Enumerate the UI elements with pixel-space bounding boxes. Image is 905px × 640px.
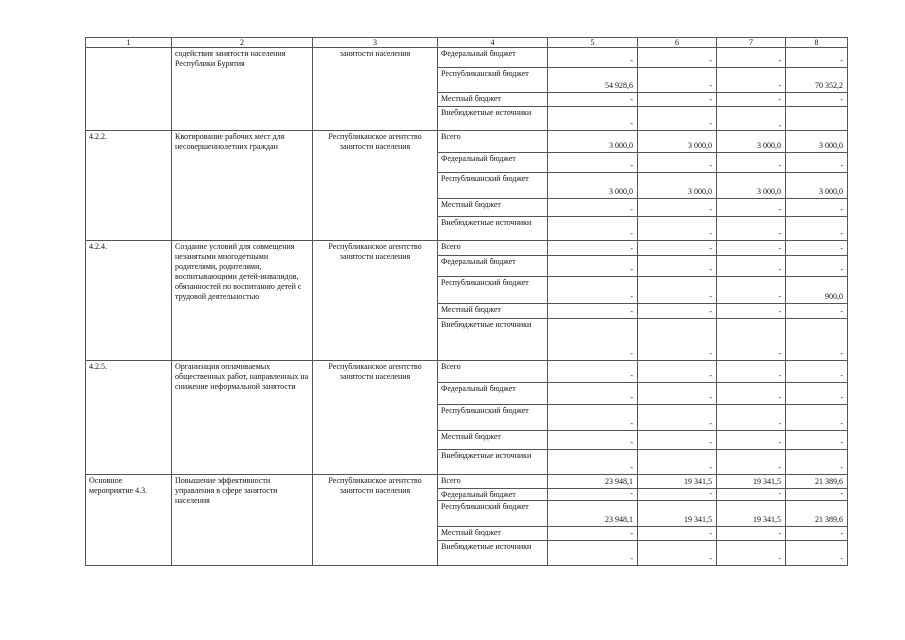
item-name: содействия занятости населения Республики Бурятия	[172, 48, 313, 131]
value-cell-col-8: -	[786, 304, 848, 319]
value-cell-col-8: 21 389,6	[786, 475, 848, 489]
value-cell-col-7: -	[717, 93, 786, 107]
item-code: 4.2.2.	[86, 131, 172, 241]
value-cell-col-8: -	[786, 489, 848, 501]
header-col-7: 7	[717, 38, 786, 48]
value-cell-col-5: -	[548, 217, 638, 241]
value-cell-col-8: 900,0	[786, 277, 848, 304]
funding-source: Внебюджетные источники	[438, 450, 548, 475]
header-col-8: 8	[786, 38, 848, 48]
funding-source: Республиканский бюджет	[438, 68, 548, 93]
value-cell-col-5: -	[548, 405, 638, 431]
funding-source: Всего	[438, 131, 548, 153]
value-cell-col-7: -	[717, 304, 786, 319]
table-row	[86, 48, 848, 68]
value-cell-col-7: -	[717, 241, 786, 256]
value-cell-col-7: -	[717, 48, 786, 68]
item-executor: Республиканское агентство занятости населения	[313, 475, 438, 566]
value-cell-col-7: -	[717, 383, 786, 405]
value-cell-col-5: 54 928,6	[548, 68, 638, 93]
value-cell-col-6: -	[638, 241, 717, 256]
funding-source: Федеральный бюджет	[438, 48, 548, 68]
value-cell-col-7: -	[717, 153, 786, 173]
item-name: Организация оплачиваемых общественных работ, направленных на снижение неформальной занятости	[172, 361, 313, 475]
funding-source: Федеральный бюджет	[438, 153, 548, 173]
header-col-4: 4	[438, 38, 548, 48]
value-cell-col-6: -	[638, 489, 717, 501]
value-cell-col-6: -	[638, 527, 717, 541]
value-cell-col-8: -	[786, 450, 848, 475]
value-cell-col-8: -	[786, 383, 848, 405]
value-cell-col-5: -	[548, 541, 638, 566]
value-cell-col-8: -	[786, 256, 848, 277]
value-cell-col-5: -	[548, 153, 638, 173]
value-cell-col-8: -	[786, 217, 848, 241]
funding-source: Федеральный бюджет	[438, 489, 548, 501]
budget-table	[85, 37, 848, 566]
item-executor: Республиканское агентство занятости населения	[313, 361, 438, 475]
value-cell-col-8: 70 352,2	[786, 68, 848, 93]
value-cell-col-7: 19 341,5	[717, 475, 786, 489]
value-cell-col-7: -	[717, 431, 786, 450]
value-cell-col-6: -	[638, 405, 717, 431]
header-col-5: 5	[548, 38, 638, 48]
value-cell-col-6: -	[638, 361, 717, 383]
value-cell-col-6: -	[638, 48, 717, 68]
value-cell-col-5: -	[548, 450, 638, 475]
value-cell-col-7: 3 000,0	[717, 131, 786, 153]
value-cell-col-5: -	[548, 93, 638, 107]
table-row	[86, 475, 848, 489]
value-cell-col-7: -	[717, 489, 786, 501]
value-cell-col-8: -	[786, 199, 848, 217]
header-col-1: 1	[86, 38, 172, 48]
table-row	[86, 131, 848, 153]
value-cell-col-5: -	[548, 527, 638, 541]
value-cell-col-8	[786, 107, 848, 131]
item-executor: Республиканское агентство занятости населения	[313, 131, 438, 241]
item-executor: Республиканское агентство занятости населения	[313, 241, 438, 361]
funding-source: Федеральный бюджет	[438, 256, 548, 277]
funding-source: Местный бюджет	[438, 93, 548, 107]
value-cell-col-5: 3 000,0	[548, 131, 638, 153]
value-cell-col-5: -	[548, 277, 638, 304]
value-cell-col-7: -	[717, 319, 786, 361]
value-cell-col-6: 19 341,5	[638, 475, 717, 489]
value-cell-col-5: -	[548, 431, 638, 450]
table-body	[86, 48, 848, 566]
item-code: 4.2.5.	[86, 361, 172, 475]
value-cell-col-7: -	[717, 405, 786, 431]
value-cell-col-8: -	[786, 241, 848, 256]
value-cell-col-8: -	[786, 153, 848, 173]
value-cell-col-7: -	[717, 541, 786, 566]
value-cell-col-7: -	[717, 527, 786, 541]
value-cell-col-6: 3 000,0	[638, 173, 717, 199]
value-cell-col-7: -	[717, 256, 786, 277]
value-cell-col-8: -	[786, 93, 848, 107]
value-cell-col-7: 3 000,0	[717, 173, 786, 199]
value-cell-col-8: -	[786, 48, 848, 68]
value-cell-col-7: -	[717, 450, 786, 475]
header-col-6: 6	[638, 38, 717, 48]
value-cell-col-5: -	[548, 304, 638, 319]
table-row	[86, 361, 848, 383]
value-cell-col-5: -	[548, 361, 638, 383]
value-cell-col-6: -	[638, 199, 717, 217]
funding-source: Республиканский бюджет	[438, 173, 548, 199]
value-cell-col-7: 19 341,5	[717, 501, 786, 527]
value-cell-col-6: -	[638, 93, 717, 107]
funding-source: Республиканский бюджет	[438, 277, 548, 304]
funding-source: Местный бюджет	[438, 527, 548, 541]
value-cell-col-6: -	[638, 319, 717, 361]
value-cell-col-8: -	[786, 527, 848, 541]
header-row	[86, 38, 848, 48]
value-cell-col-5: -	[548, 319, 638, 361]
value-cell-col-5: -	[548, 199, 638, 217]
value-cell-col-8: -	[786, 319, 848, 361]
value-cell-col-8: -	[786, 361, 848, 383]
funding-source: Всего	[438, 361, 548, 383]
funding-source: Внебюджетные источники	[438, 107, 548, 131]
item-name: Повышение эффективности управления в сфере занятости населения	[172, 475, 313, 566]
funding-source: Внебюджетные источники	[438, 217, 548, 241]
item-executor: занятости населения	[313, 48, 438, 131]
value-cell-col-8: 21 389,6	[786, 501, 848, 527]
value-cell-col-7: -	[717, 277, 786, 304]
item-code: Основное мероприятие 4.3.	[86, 475, 172, 566]
funding-source: Внебюджетные источники	[438, 319, 548, 361]
value-cell-col-5: -	[548, 489, 638, 501]
value-cell-col-6: -	[638, 107, 717, 131]
value-cell-col-8: 3 000,0	[786, 173, 848, 199]
funding-source: Местный бюджет	[438, 431, 548, 450]
value-cell-col-8: 3 000,0	[786, 131, 848, 153]
value-cell-col-6: -	[638, 217, 717, 241]
value-cell-col-6: -	[638, 541, 717, 566]
value-cell-col-7: -	[717, 217, 786, 241]
funding-source: Всего	[438, 475, 548, 489]
value-cell-col-5: -	[548, 241, 638, 256]
value-cell-col-5: -	[548, 107, 638, 131]
funding-source: Всего	[438, 241, 548, 256]
table-row	[86, 241, 848, 256]
value-cell-col-5: -	[548, 48, 638, 68]
value-cell-col-7: -	[717, 68, 786, 93]
value-cell-col-7: -	[717, 199, 786, 217]
item-code: 4.2.4.	[86, 241, 172, 361]
value-cell-col-8: -	[786, 431, 848, 450]
value-cell-col-6: 3 000,0	[638, 131, 717, 153]
value-cell-col-8: -	[786, 405, 848, 431]
value-cell-col-6: -	[638, 383, 717, 405]
item-name: Создание условий для совмещения незанятыми многодетными родителями, родителями, воспитывающими детей-инвалидов, обязанностей по воспитанию детей с трудовой деятельностью	[172, 241, 313, 361]
item-code	[86, 48, 172, 131]
value-cell-col-6: -	[638, 431, 717, 450]
funding-source: Федеральный бюджет	[438, 383, 548, 405]
value-cell-col-7: ,	[717, 107, 786, 131]
funding-source: Республиканский бюджет	[438, 405, 548, 431]
value-cell-col-6: -	[638, 450, 717, 475]
value-cell-col-7: -	[717, 361, 786, 383]
value-cell-col-6: -	[638, 277, 717, 304]
item-name: Квотирование рабочих мест для несовершеннолетних граждан	[172, 131, 313, 241]
value-cell-col-6: -	[638, 304, 717, 319]
funding-source: Местный бюджет	[438, 199, 548, 217]
value-cell-col-5: -	[548, 383, 638, 405]
value-cell-col-8: -	[786, 541, 848, 566]
header-col-2: 2	[172, 38, 313, 48]
value-cell-col-5: 23 948,1	[548, 501, 638, 527]
funding-source: Внебюджетные источники	[438, 541, 548, 566]
value-cell-col-5: 23 948,1	[548, 475, 638, 489]
value-cell-col-6: -	[638, 153, 717, 173]
value-cell-col-6: 19 341,5	[638, 501, 717, 527]
value-cell-col-5: -	[548, 256, 638, 277]
value-cell-col-6: -	[638, 256, 717, 277]
funding-source: Республиканский бюджет	[438, 501, 548, 527]
funding-source: Местный бюджет	[438, 304, 548, 319]
header-col-3: 3	[313, 38, 438, 48]
value-cell-col-5: 3 000,0	[548, 173, 638, 199]
value-cell-col-6: -	[638, 68, 717, 93]
